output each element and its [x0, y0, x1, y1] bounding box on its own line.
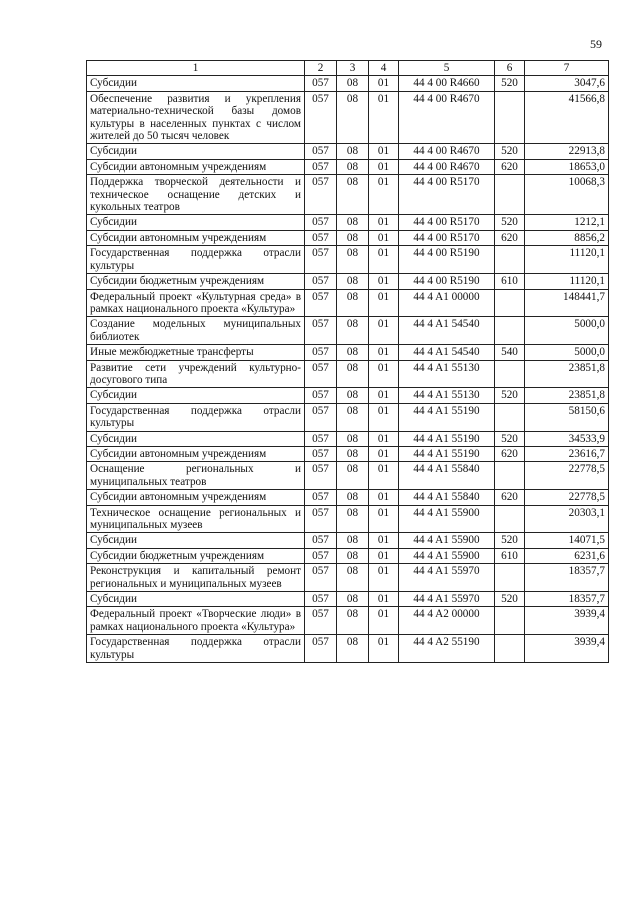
row-target-article: 44 4 A1 55970 — [399, 564, 495, 592]
table-row — [87, 533, 609, 548]
row-amount: 23851,8 — [525, 360, 609, 388]
row-target-article: 44 4 A2 00000 — [399, 607, 495, 635]
table-row — [87, 607, 609, 635]
row-subsection: 01 — [369, 144, 399, 159]
row-target-article: 44 4 A1 55970 — [399, 592, 495, 607]
row-target-article: 44 4 00 R5170 — [399, 215, 495, 230]
row-name: Обеспечение развития и укрепления материально-технической базы домов культуры в населенных пунктах с числом жителей до 50 тысяч человек — [87, 91, 305, 144]
header-cell-2: 2 — [305, 61, 337, 76]
table-row — [87, 490, 609, 505]
header-cell-6: 6 — [495, 61, 525, 76]
row-expense-type — [495, 246, 525, 274]
row-section: 08 — [337, 446, 369, 461]
row-amount: 3047,6 — [525, 76, 609, 91]
row-name: Субсидии — [87, 144, 305, 159]
row-ministry: 057 — [305, 462, 337, 490]
row-ministry: 057 — [305, 144, 337, 159]
row-name: Реконструкция и капитальный ремонт региональных и муниципальных музеев — [87, 564, 305, 592]
header-cell-7: 7 — [525, 61, 609, 76]
row-section: 08 — [337, 533, 369, 548]
row-section: 08 — [337, 360, 369, 388]
row-target-article: 44 4 A1 55900 — [399, 505, 495, 533]
budget-table — [86, 60, 609, 663]
row-amount: 10068,3 — [525, 175, 609, 215]
row-ministry: 057 — [305, 317, 337, 345]
row-name: Государственная поддержка отрасли культуры — [87, 403, 305, 431]
row-expense-type: 520 — [495, 431, 525, 446]
row-target-article: 44 4 A1 55130 — [399, 360, 495, 388]
row-amount: 22778,5 — [525, 462, 609, 490]
row-ministry: 057 — [305, 230, 337, 245]
row-amount: 22778,5 — [525, 490, 609, 505]
row-amount: 34533,9 — [525, 431, 609, 446]
row-subsection: 01 — [369, 564, 399, 592]
row-ministry: 057 — [305, 403, 337, 431]
row-expense-type: 610 — [495, 274, 525, 289]
table-row — [87, 159, 609, 174]
row-subsection: 01 — [369, 462, 399, 490]
row-section: 08 — [337, 230, 369, 245]
row-amount: 23616,7 — [525, 446, 609, 461]
row-target-article: 44 4 A2 55190 — [399, 635, 495, 663]
row-amount: 6231,6 — [525, 548, 609, 563]
row-subsection: 01 — [369, 230, 399, 245]
header-row — [87, 61, 609, 76]
table-row — [87, 592, 609, 607]
row-target-article: 44 4 A1 55190 — [399, 431, 495, 446]
row-subsection: 01 — [369, 91, 399, 144]
row-name: Субсидии — [87, 76, 305, 91]
row-expense-type — [495, 175, 525, 215]
row-section: 08 — [337, 274, 369, 289]
row-target-article: 44 4 A1 55190 — [399, 446, 495, 461]
row-subsection: 01 — [369, 431, 399, 446]
table-row — [87, 175, 609, 215]
row-ministry: 057 — [305, 564, 337, 592]
row-amount: 3939,4 — [525, 635, 609, 663]
table-row — [87, 274, 609, 289]
row-amount: 5000,0 — [525, 317, 609, 345]
table-row — [87, 289, 609, 317]
row-expense-type — [495, 403, 525, 431]
table-row — [87, 317, 609, 345]
row-section: 08 — [337, 490, 369, 505]
row-name: Субсидии — [87, 215, 305, 230]
row-subsection: 01 — [369, 505, 399, 533]
row-subsection: 01 — [369, 533, 399, 548]
table-row — [87, 635, 609, 663]
row-expense-type — [495, 505, 525, 533]
row-section: 08 — [337, 388, 369, 403]
row-amount: 3939,4 — [525, 607, 609, 635]
row-expense-type: 520 — [495, 388, 525, 403]
row-subsection: 01 — [369, 175, 399, 215]
row-ministry: 057 — [305, 76, 337, 91]
row-target-article: 44 4 00 R4670 — [399, 159, 495, 174]
row-name: Федеральный проект «Культурная среда» в рамках национального проекта «Культура» — [87, 289, 305, 317]
table-row — [87, 548, 609, 563]
table-row — [87, 462, 609, 490]
row-expense-type: 620 — [495, 159, 525, 174]
row-section: 08 — [337, 607, 369, 635]
row-target-article: 44 4 00 R5190 — [399, 246, 495, 274]
row-expense-type: 520 — [495, 144, 525, 159]
table-row — [87, 91, 609, 144]
row-amount: 22913,8 — [525, 144, 609, 159]
page-number: 59 — [590, 37, 602, 51]
row-subsection: 01 — [369, 317, 399, 345]
row-subsection: 01 — [369, 592, 399, 607]
row-subsection: 01 — [369, 76, 399, 91]
row-target-article: 44 4 00 R4670 — [399, 144, 495, 159]
row-section: 08 — [337, 505, 369, 533]
row-expense-type: 540 — [495, 345, 525, 360]
row-target-article: 44 4 A1 55840 — [399, 490, 495, 505]
row-name: Субсидии — [87, 431, 305, 446]
table-row — [87, 446, 609, 461]
row-subsection: 01 — [369, 635, 399, 663]
row-name: Субсидии — [87, 388, 305, 403]
row-name: Федеральный проект «Творческие люди» в рамках национального проекта «Культура» — [87, 607, 305, 635]
row-amount: 1212,1 — [525, 215, 609, 230]
row-amount: 148441,7 — [525, 289, 609, 317]
row-name: Субсидии автономным учреждениям — [87, 159, 305, 174]
row-subsection: 01 — [369, 274, 399, 289]
row-ministry: 057 — [305, 635, 337, 663]
row-section: 08 — [337, 215, 369, 230]
row-name: Государственная поддержка отрасли культуры — [87, 246, 305, 274]
row-amount: 18357,7 — [525, 564, 609, 592]
row-expense-type — [495, 91, 525, 144]
row-subsection: 01 — [369, 446, 399, 461]
row-target-article: 44 4 A1 55190 — [399, 403, 495, 431]
row-ministry: 057 — [305, 360, 337, 388]
row-name: Оснащение региональных и муниципальных театров — [87, 462, 305, 490]
row-expense-type: 520 — [495, 215, 525, 230]
row-name: Субсидии бюджетным учреждениям — [87, 274, 305, 289]
row-ministry: 057 — [305, 289, 337, 317]
row-expense-type: 520 — [495, 592, 525, 607]
row-amount: 41566,8 — [525, 91, 609, 144]
row-target-article: 44 4 A1 55900 — [399, 548, 495, 563]
row-section: 08 — [337, 76, 369, 91]
header-cell-3: 3 — [337, 61, 369, 76]
row-section: 08 — [337, 289, 369, 317]
row-expense-type — [495, 635, 525, 663]
row-name: Развитие сети учреждений культурно-досугового типа — [87, 360, 305, 388]
row-expense-type: 520 — [495, 76, 525, 91]
row-ministry: 057 — [305, 592, 337, 607]
row-amount: 11120,1 — [525, 274, 609, 289]
table-row — [87, 431, 609, 446]
row-subsection: 01 — [369, 548, 399, 563]
row-amount: 18357,7 — [525, 592, 609, 607]
row-name: Иные межбюджетные трансферты — [87, 345, 305, 360]
row-ministry: 057 — [305, 607, 337, 635]
table-row — [87, 388, 609, 403]
row-amount: 5000,0 — [525, 345, 609, 360]
row-expense-type: 620 — [495, 230, 525, 245]
row-name: Поддержка творческой деятельности и техническое оснащение детских и кукольных театров — [87, 175, 305, 215]
row-ministry: 057 — [305, 215, 337, 230]
row-section: 08 — [337, 175, 369, 215]
row-target-article: 44 4 00 R5190 — [399, 274, 495, 289]
row-ministry: 057 — [305, 91, 337, 144]
row-subsection: 01 — [369, 360, 399, 388]
row-section: 08 — [337, 564, 369, 592]
row-amount: 23851,8 — [525, 388, 609, 403]
row-name: Субсидии — [87, 533, 305, 548]
table-row — [87, 403, 609, 431]
row-target-article: 44 4 A1 55840 — [399, 462, 495, 490]
table-row — [87, 230, 609, 245]
row-subsection: 01 — [369, 289, 399, 317]
row-amount: 14071,5 — [525, 533, 609, 548]
row-ministry: 057 — [305, 345, 337, 360]
row-section: 08 — [337, 548, 369, 563]
row-amount: 58150,6 — [525, 403, 609, 431]
row-section: 08 — [337, 592, 369, 607]
row-expense-type: 620 — [495, 446, 525, 461]
row-ministry: 057 — [305, 388, 337, 403]
row-target-article: 44 4 00 R4660 — [399, 76, 495, 91]
row-ministry: 057 — [305, 246, 337, 274]
row-section: 08 — [337, 403, 369, 431]
row-section: 08 — [337, 144, 369, 159]
table-row — [87, 360, 609, 388]
row-amount: 11120,1 — [525, 246, 609, 274]
row-section: 08 — [337, 431, 369, 446]
row-amount: 18653,0 — [525, 159, 609, 174]
row-expense-type — [495, 564, 525, 592]
table-row — [87, 76, 609, 91]
row-ministry: 057 — [305, 548, 337, 563]
row-target-article: 44 4 A1 54540 — [399, 317, 495, 345]
table-body — [87, 76, 609, 663]
row-ministry: 057 — [305, 175, 337, 215]
row-section: 08 — [337, 462, 369, 490]
header-cell-5: 5 — [399, 61, 495, 76]
table-row — [87, 246, 609, 274]
row-ministry: 057 — [305, 533, 337, 548]
row-target-article: 44 4 A1 00000 — [399, 289, 495, 317]
row-expense-type — [495, 317, 525, 345]
row-target-article: 44 4 00 R5170 — [399, 175, 495, 215]
row-amount: 20303,1 — [525, 505, 609, 533]
row-section: 08 — [337, 317, 369, 345]
table-row — [87, 215, 609, 230]
row-expense-type — [495, 289, 525, 317]
row-expense-type — [495, 607, 525, 635]
header-cell-1: 1 — [87, 61, 305, 76]
table-row — [87, 345, 609, 360]
table-row — [87, 505, 609, 533]
row-ministry: 057 — [305, 446, 337, 461]
row-expense-type: 610 — [495, 548, 525, 563]
row-subsection: 01 — [369, 159, 399, 174]
table-row — [87, 144, 609, 159]
row-name: Государственная поддержка отрасли культуры — [87, 635, 305, 663]
row-expense-type — [495, 462, 525, 490]
header-cell-4: 4 — [369, 61, 399, 76]
row-ministry: 057 — [305, 505, 337, 533]
row-subsection: 01 — [369, 345, 399, 360]
row-subsection: 01 — [369, 246, 399, 274]
row-subsection: 01 — [369, 388, 399, 403]
row-name: Субсидии автономным учреждениям — [87, 446, 305, 461]
row-target-article: 44 4 00 R5170 — [399, 230, 495, 245]
row-ministry: 057 — [305, 159, 337, 174]
row-subsection: 01 — [369, 215, 399, 230]
row-target-article: 44 4 A1 54540 — [399, 345, 495, 360]
row-ministry: 057 — [305, 274, 337, 289]
row-section: 08 — [337, 91, 369, 144]
row-name: Техническое оснащение региональных и муниципальных музеев — [87, 505, 305, 533]
row-name: Субсидии автономным учреждениям — [87, 490, 305, 505]
row-expense-type: 520 — [495, 533, 525, 548]
row-name: Субсидии — [87, 592, 305, 607]
table-row — [87, 564, 609, 592]
row-section: 08 — [337, 246, 369, 274]
row-name: Субсидии автономным учреждениям — [87, 230, 305, 245]
row-ministry: 057 — [305, 490, 337, 505]
row-section: 08 — [337, 345, 369, 360]
row-target-article: 44 4 A1 55900 — [399, 533, 495, 548]
row-subsection: 01 — [369, 607, 399, 635]
row-subsection: 01 — [369, 403, 399, 431]
row-expense-type: 620 — [495, 490, 525, 505]
row-subsection: 01 — [369, 490, 399, 505]
table-header — [87, 61, 609, 76]
row-amount: 8856,2 — [525, 230, 609, 245]
row-section: 08 — [337, 635, 369, 663]
row-target-article: 44 4 A1 55130 — [399, 388, 495, 403]
row-section: 08 — [337, 159, 369, 174]
row-expense-type — [495, 360, 525, 388]
row-ministry: 057 — [305, 431, 337, 446]
row-name: Субсидии бюджетным учреждениям — [87, 548, 305, 563]
row-name: Создание модельных муниципальных библиотек — [87, 317, 305, 345]
row-target-article: 44 4 00 R4670 — [399, 91, 495, 144]
